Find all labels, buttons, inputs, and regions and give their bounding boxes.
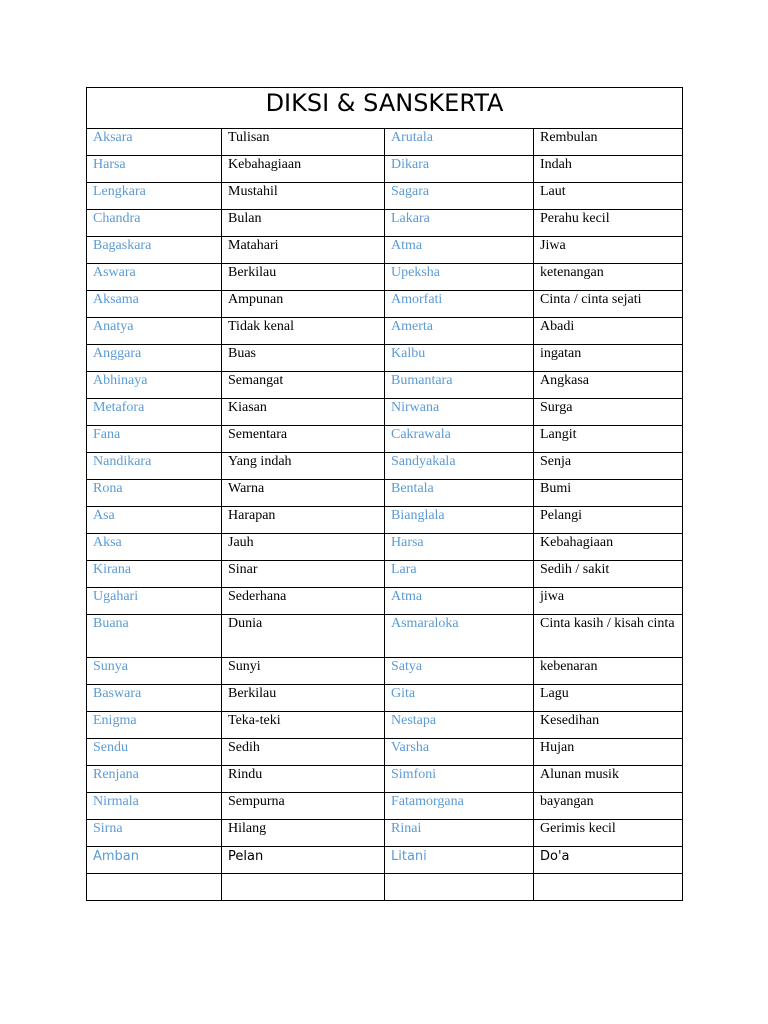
meaning-right: Senja — [534, 453, 683, 480]
meaning-left: Jauh — [222, 534, 385, 561]
table-row — [87, 874, 683, 901]
meaning-left: Kiasan — [222, 399, 385, 426]
meaning-left: Warna — [222, 480, 385, 507]
sanskrit-word-right: Arutala — [385, 129, 534, 156]
meaning-right: Do'a — [534, 847, 683, 874]
meaning-right: Cinta / cinta sejati — [534, 291, 683, 318]
meaning-left: Mustahil — [222, 183, 385, 210]
sanskrit-word-left: Renjana — [87, 766, 222, 793]
table-title: DIKSI & SANSKERTA — [87, 88, 683, 129]
meaning-left: Sempurna — [222, 793, 385, 820]
table-row — [87, 237, 683, 264]
table-row — [87, 156, 683, 183]
sanskrit-word-right: Amerta — [385, 318, 534, 345]
meaning-right: Bumi — [534, 480, 683, 507]
table-row — [87, 210, 683, 237]
meaning-left: Sinar — [222, 561, 385, 588]
meaning-left: Sedih — [222, 739, 385, 766]
sanskrit-word-right: Sagara — [385, 183, 534, 210]
sanskrit-word-left: Asa — [87, 507, 222, 534]
table-row — [87, 712, 683, 739]
sanskrit-word-left: Harsa — [87, 156, 222, 183]
sanskrit-word-left: Sendu — [87, 739, 222, 766]
sanskrit-word-left: Chandra — [87, 210, 222, 237]
sanskrit-word-left: Anggara — [87, 345, 222, 372]
meaning-left: Sederhana — [222, 588, 385, 615]
sanskrit-word-right: Atma — [385, 588, 534, 615]
meaning-left: Tulisan — [222, 129, 385, 156]
sanskrit-word-right: Nestapa — [385, 712, 534, 739]
sanskrit-word-right: Atma — [385, 237, 534, 264]
table-row — [87, 399, 683, 426]
sanskrit-word-right: Bentala — [385, 480, 534, 507]
sanskrit-word-right: Sandyakala — [385, 453, 534, 480]
table-row — [87, 820, 683, 847]
sanskrit-word-left: Baswara — [87, 685, 222, 712]
table-row — [87, 318, 683, 345]
meaning-right: Laut — [534, 183, 683, 210]
table-row — [87, 507, 683, 534]
sanskrit-word-right: Amorfati — [385, 291, 534, 318]
meaning-right: Rembulan — [534, 129, 683, 156]
meaning-left: Teka-teki — [222, 712, 385, 739]
meaning-right: Langit — [534, 426, 683, 453]
sanskrit-word-right: Lara — [385, 561, 534, 588]
sanskrit-word-left: Abhinaya — [87, 372, 222, 399]
meaning-right: Gerimis kecil — [534, 820, 683, 847]
meaning-right: Pelangi — [534, 507, 683, 534]
meaning-right: Lagu — [534, 685, 683, 712]
meaning-left: Harapan — [222, 507, 385, 534]
sanskrit-word-right: Bumantara — [385, 372, 534, 399]
sanskrit-word-right — [385, 874, 534, 901]
meaning-left: Pelan — [222, 847, 385, 874]
sanskrit-word-right: Upeksha — [385, 264, 534, 291]
meaning-right: Hujan — [534, 739, 683, 766]
sanskrit-word-left: Anatya — [87, 318, 222, 345]
meaning-left: Dunia — [222, 615, 385, 658]
sanskrit-word-right: Asmaraloka — [385, 615, 534, 658]
meaning-right: Angkasa — [534, 372, 683, 399]
sanskrit-word-left: Ugahari — [87, 588, 222, 615]
sanskrit-word-left: Metafora — [87, 399, 222, 426]
table-row — [87, 793, 683, 820]
meaning-left: Buas — [222, 345, 385, 372]
meaning-left: Tidak kenal — [222, 318, 385, 345]
table-row — [87, 183, 683, 210]
sanskrit-word-left: Enigma — [87, 712, 222, 739]
sanskrit-word-left: Nirmala — [87, 793, 222, 820]
sanskrit-word-right: Lakara — [385, 210, 534, 237]
table-row — [87, 561, 683, 588]
meaning-right: Perahu kecil — [534, 210, 683, 237]
sanskrit-word-right: Nirwana — [385, 399, 534, 426]
table-row — [87, 658, 683, 685]
sanskrit-word-left: Nandikara — [87, 453, 222, 480]
meaning-left: Sementara — [222, 426, 385, 453]
meaning-right: Sedih / sakit — [534, 561, 683, 588]
table-row — [87, 129, 683, 156]
meaning-left: Hilang — [222, 820, 385, 847]
sanskrit-word-left: Amban — [87, 847, 222, 874]
table-row — [87, 480, 683, 507]
sanskrit-word-left: Aksa — [87, 534, 222, 561]
table-row — [87, 615, 683, 658]
meaning-right: Kesedihan — [534, 712, 683, 739]
sanskrit-word-right: Fatamorgana — [385, 793, 534, 820]
sanskrit-word-left: Sirna — [87, 820, 222, 847]
sanskrit-word-left: Bagaskara — [87, 237, 222, 264]
sanskrit-word-right: Harsa — [385, 534, 534, 561]
meaning-left: Semangat — [222, 372, 385, 399]
meaning-left: Rindu — [222, 766, 385, 793]
table-row — [87, 588, 683, 615]
table-row — [87, 426, 683, 453]
sanskrit-word-left: Fana — [87, 426, 222, 453]
sanskrit-word-left — [87, 874, 222, 901]
meaning-left: Berkilau — [222, 685, 385, 712]
sanskrit-word-right: Bianglala — [385, 507, 534, 534]
table-row — [87, 534, 683, 561]
sanskrit-word-right: Dikara — [385, 156, 534, 183]
meaning-left: Berkilau — [222, 264, 385, 291]
table-row — [87, 685, 683, 712]
diksi-table — [86, 87, 683, 901]
meaning-left: Bulan — [222, 210, 385, 237]
table-row — [87, 453, 683, 480]
sanskrit-word-right: Rinai — [385, 820, 534, 847]
meaning-right — [534, 874, 683, 901]
table-row — [87, 345, 683, 372]
meaning-right: Indah — [534, 156, 683, 183]
title-row — [87, 88, 683, 129]
sanskrit-word-right: Kalbu — [385, 345, 534, 372]
meaning-right: Abadi — [534, 318, 683, 345]
meaning-left: Kebahagiaan — [222, 156, 385, 183]
meaning-left: Sunyi — [222, 658, 385, 685]
meaning-right: Kebahagiaan — [534, 534, 683, 561]
meaning-right: jiwa — [534, 588, 683, 615]
sanskrit-word-left: Buana — [87, 615, 222, 658]
table-row — [87, 372, 683, 399]
sanskrit-word-left: Lengkara — [87, 183, 222, 210]
meaning-right: Cinta kasih / kisah cinta — [534, 615, 683, 658]
sanskrit-word-right: Cakrawala — [385, 426, 534, 453]
sanskrit-word-right: Varsha — [385, 739, 534, 766]
table-row — [87, 766, 683, 793]
sanskrit-word-right: Litani — [385, 847, 534, 874]
table-row — [87, 264, 683, 291]
sanskrit-word-right: Gita — [385, 685, 534, 712]
meaning-left: Ampunan — [222, 291, 385, 318]
sanskrit-word-right: Simfoni — [385, 766, 534, 793]
meaning-right: Jiwa — [534, 237, 683, 264]
sanskrit-word-left: Aswara — [87, 264, 222, 291]
sanskrit-word-left: Sunya — [87, 658, 222, 685]
sanskrit-word-left: Aksama — [87, 291, 222, 318]
meaning-right: Alunan musik — [534, 766, 683, 793]
meaning-right: ketenangan — [534, 264, 683, 291]
meaning-right: Surga — [534, 399, 683, 426]
sanskrit-word-right: Satya — [385, 658, 534, 685]
sanskrit-word-left: Aksara — [87, 129, 222, 156]
table-row — [87, 847, 683, 874]
meaning-right: ingatan — [534, 345, 683, 372]
meaning-left — [222, 874, 385, 901]
meaning-right: kebenaran — [534, 658, 683, 685]
meaning-right: bayangan — [534, 793, 683, 820]
meaning-left: Yang indah — [222, 453, 385, 480]
meaning-left: Matahari — [222, 237, 385, 264]
table-row — [87, 739, 683, 766]
sanskrit-word-left: Kirana — [87, 561, 222, 588]
sanskrit-word-left: Rona — [87, 480, 222, 507]
table-row — [87, 291, 683, 318]
